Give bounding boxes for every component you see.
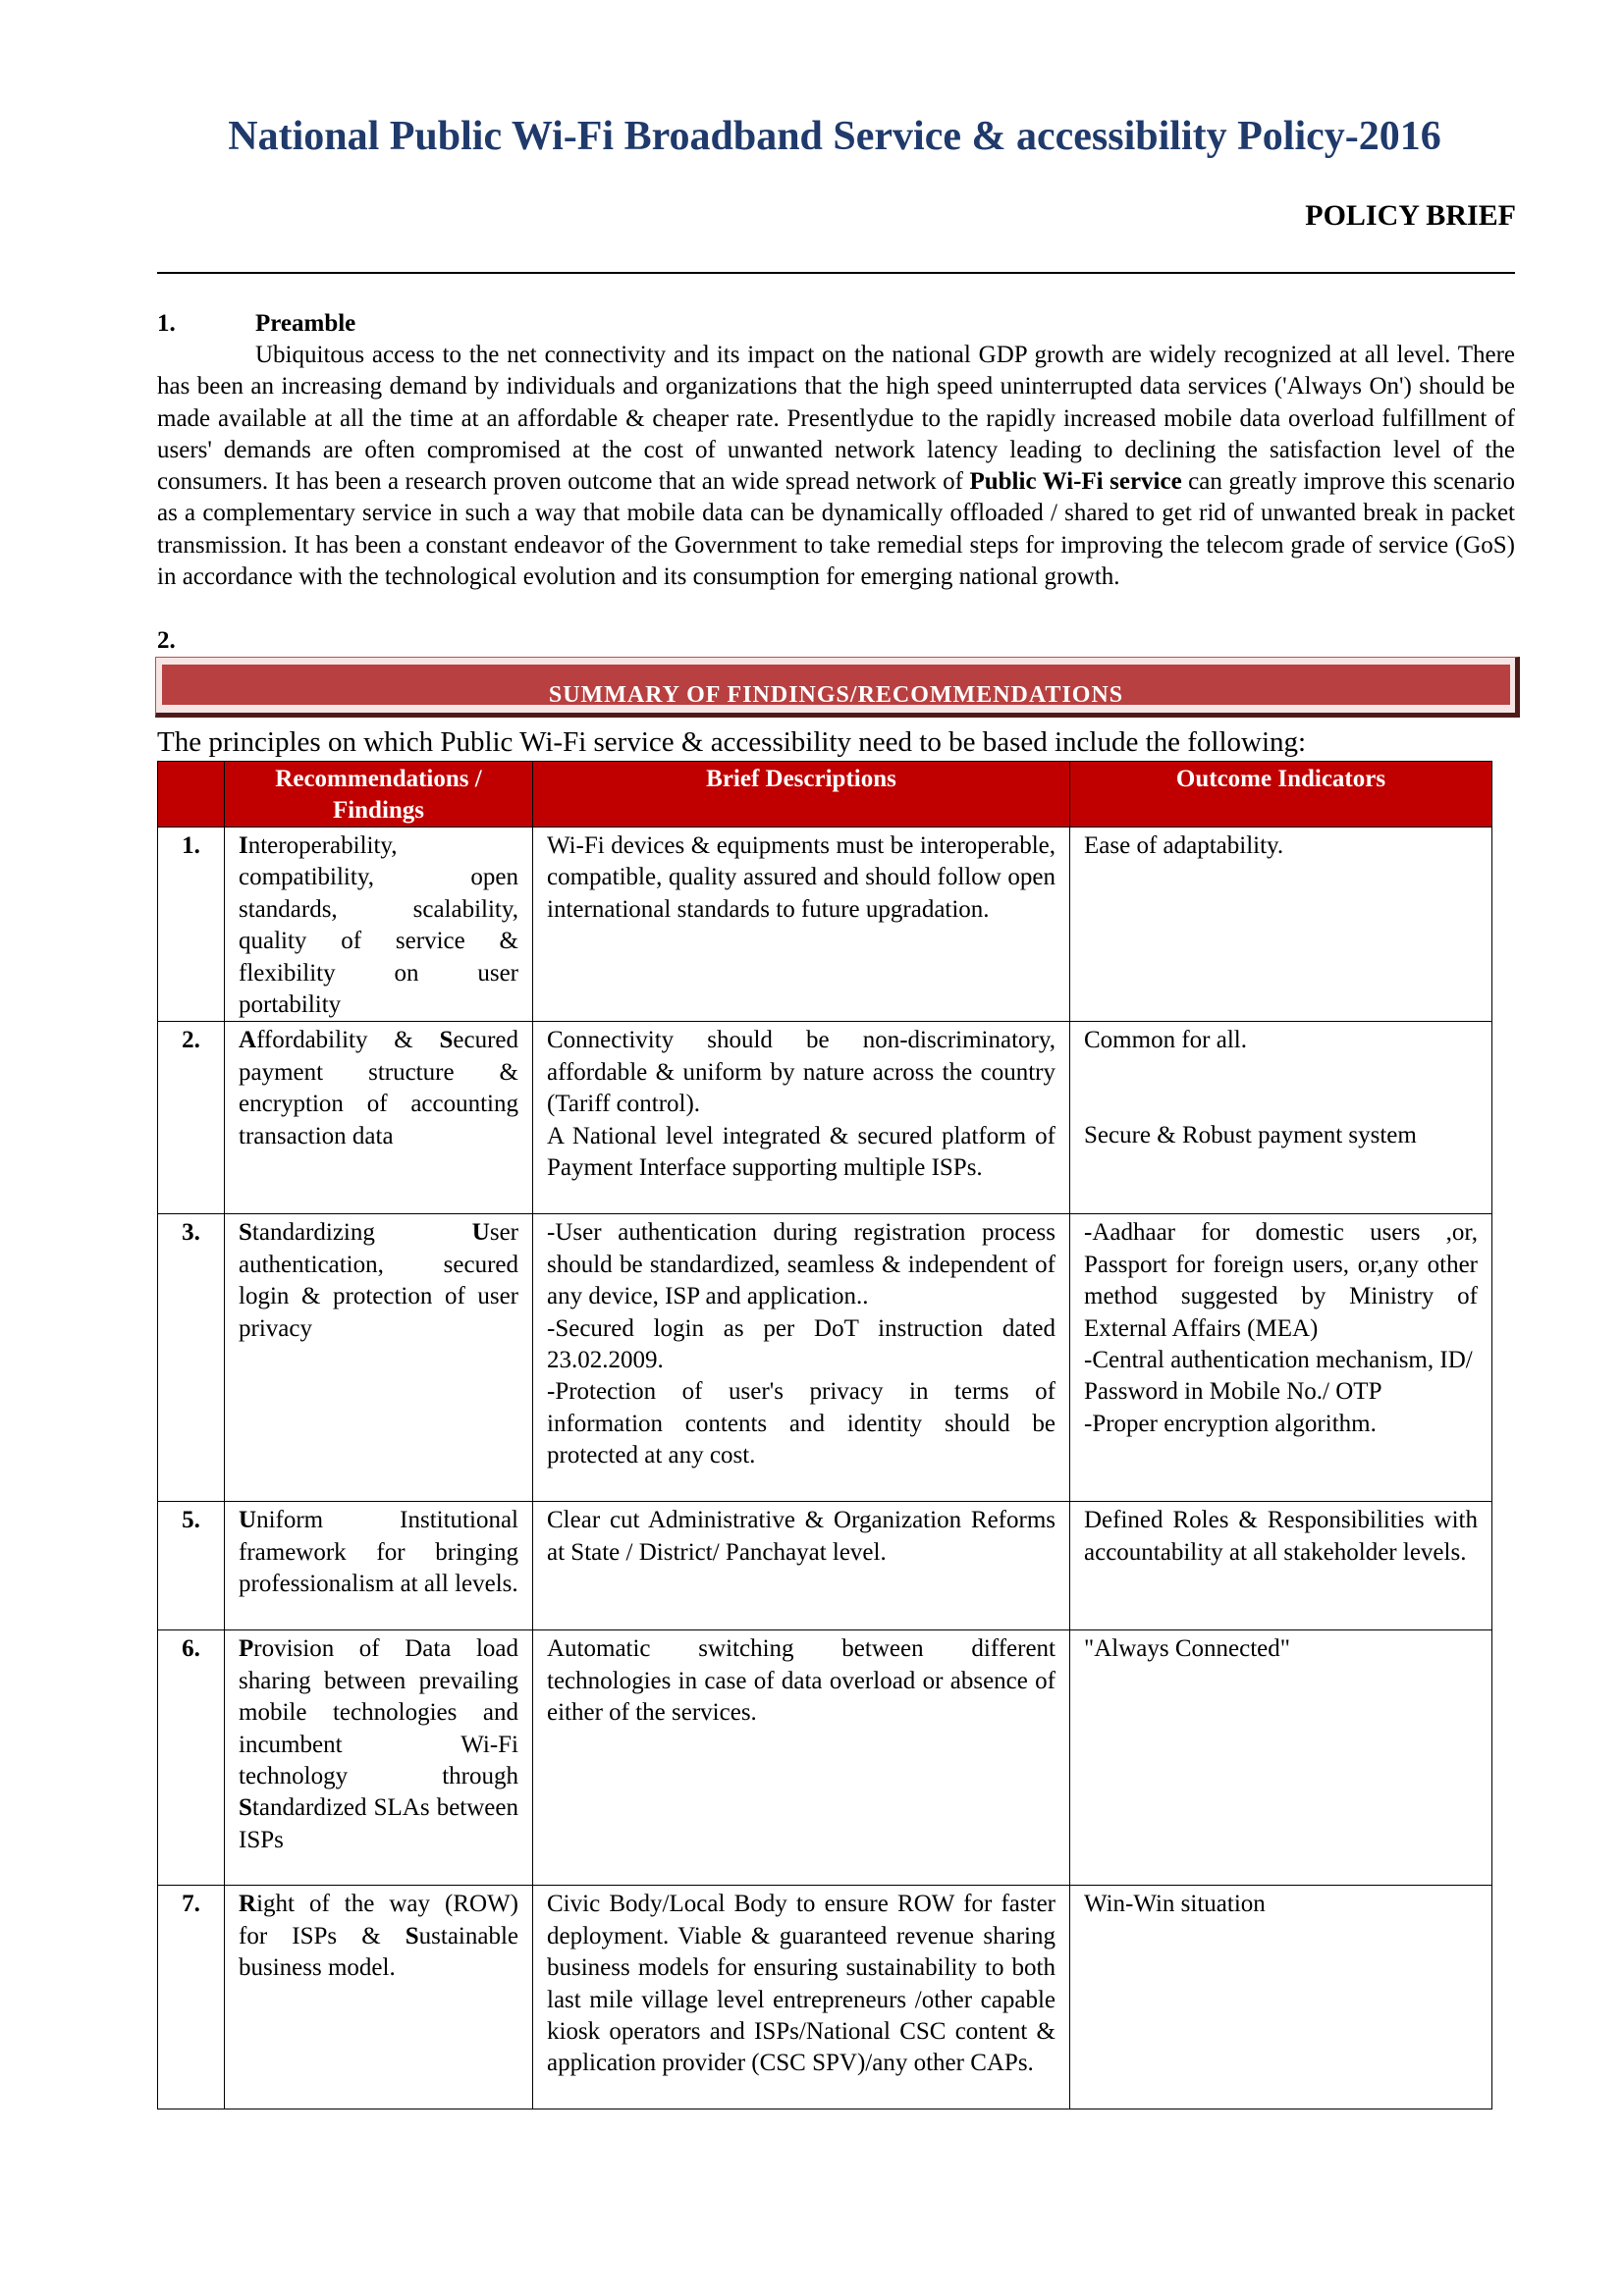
- description-cell: Civic Body/Local Body to ensure ROW for faster deployment. Viable & guaranteed revenue sharing business models for ensuring sustainability to both last mile village level entrepreneurs /other capable kiosk operators and ISPs/National CSC content & application provider (CSC SPV)/any other CAPs.: [533, 1886, 1070, 2109]
- rec-initial: P: [239, 1635, 254, 1663]
- recommendation-cell: [225, 1502, 533, 1630]
- outcome-line: Secure & Robust payment system: [1084, 1121, 1417, 1148]
- description-line: -Secured login as per DoT instruction dated 23.02.2009.: [547, 1314, 1056, 1374]
- rec-initial: I: [239, 832, 248, 859]
- table-row: [158, 1214, 1492, 1502]
- rec-text-2: ustainable business model.: [239, 1922, 518, 1982]
- description-line: -User authentication during registration process should be standardized, seamless & independent of any device, ISP and application..: [547, 1219, 1056, 1310]
- rec-initial: U: [239, 1507, 257, 1534]
- row-number: 7.: [158, 1886, 225, 2109]
- preamble-text-1: Ubiquitous access to the net connectivity and its impact on the national GDP growth are widely recognized at all level. There has been an increasing demand by individuals and organizations that the high speed uninterrupted data services ('Always On') should be made available at all the time at an affordable & cheaper rate. Presentlydue to the rapidly increased mobile data overload fulfillment of users' demands are often compromised at the cost of unwanted network latency leading to declining the satisfaction level of the consumers. It has been a research proven outcome that an wide spread network of: [157, 342, 1515, 496]
- recommendation-cell: [225, 1214, 533, 1502]
- row-number: 6.: [158, 1630, 225, 1886]
- description-cell: [533, 1022, 1070, 1214]
- row-number: 5.: [158, 1502, 225, 1630]
- table-row: [158, 1630, 1492, 1886]
- rec-initial-2: S: [439, 1027, 454, 1054]
- policy-brief-label: POLICY BRIEF: [1305, 199, 1516, 232]
- row-number: 2.: [158, 1022, 225, 1214]
- recommendation-cell: [225, 828, 533, 1022]
- rec-initial-2: S: [239, 1794, 252, 1822]
- principles-intro: The principles on which Public Wi-Fi service & accessibility need to be based include the following:: [157, 726, 1307, 758]
- outcome-cell: Defined Roles & Responsibilities with accountability at all stakeholder levels.: [1070, 1502, 1492, 1630]
- description-cell: Wi-Fi devices & equipments must be interoperable, compatible, quality assured and should follow open international standards to future upgradation.: [533, 828, 1070, 1022]
- rec-text: ight of the way (ROW) for ISPs &: [239, 1891, 518, 1949]
- description-line: A National level integrated & secured platform of Payment Interface supporting multiple ISPs.: [547, 1122, 1056, 1182]
- section-2-number: 2.: [157, 627, 176, 654]
- summary-banner: [155, 657, 1520, 718]
- rec-text: ffordability &: [256, 1027, 440, 1054]
- table-row: [158, 828, 1492, 1022]
- summary-banner-bar: [162, 665, 1510, 705]
- rec-text: tandardizing: [251, 1219, 472, 1247]
- rec-text: rovision of Data load sharing between prevailing mobile technologies and incumbent Wi-Fi technology through: [239, 1635, 518, 1790]
- outcome-line: Common for all.: [1084, 1027, 1247, 1054]
- findings-table: [157, 761, 1492, 2109]
- outcome-line: Password in Mobile No./ OTP: [1084, 1378, 1382, 1406]
- outcome-cell: [1070, 1022, 1492, 1214]
- rec-text-2: tandardized SLAs between ISPs: [239, 1794, 518, 1853]
- outcome-cell: [1070, 1214, 1492, 1502]
- description-cell: Automatic switching between different technologies in case of data overload or absence of either of the services.: [533, 1630, 1070, 1886]
- preamble-bold-phrase: Public Wi-Fi service: [969, 468, 1182, 496]
- outcome-line: -Aadhaar for domestic users ,or, Passport for foreign users, or,any other method suggested by Ministry of External Affairs (MEA): [1084, 1219, 1478, 1342]
- header-number: [158, 762, 225, 828]
- recommendation-cell: [225, 1630, 533, 1886]
- description-line: -Protection of user's privacy in terms of information contents and identity should be protected at any cost.: [547, 1378, 1056, 1469]
- rec-initial-2: S: [405, 1922, 419, 1949]
- description-line: Connectivity should be non-discriminatory, affordable & uniform by nature across the country (Tariff control).: [547, 1027, 1056, 1118]
- header-descriptions: Brief Descriptions: [533, 762, 1070, 828]
- description-cell: [533, 1214, 1070, 1502]
- preamble-paragraph: [157, 340, 1515, 593]
- spacer: [1084, 1057, 1478, 1120]
- table-header-row: [158, 762, 1492, 828]
- rec-initial-2: U: [471, 1219, 490, 1247]
- row-number: 3.: [158, 1214, 225, 1502]
- description-cell: Clear cut Administrative & Organization Reforms at State / District/ Panchayat level.: [533, 1502, 1070, 1630]
- section-1-number: 1.: [157, 310, 176, 337]
- summary-banner-text: SUMMARY OF FINDINGS/RECOMMENDATIONS: [548, 682, 1124, 705]
- table-row: [158, 1886, 1492, 2109]
- rec-text: nteroperability, compatibility, open standards, scalability, quality of service & flexibility on user portability: [239, 832, 518, 1019]
- header-recommendations: Recommendations / Findings: [225, 762, 533, 828]
- recommendation-cell: [225, 1022, 533, 1214]
- horizontal-rule: [157, 272, 1515, 274]
- row-number: 1.: [158, 828, 225, 1022]
- header-outcomes: Outcome Indicators: [1070, 762, 1492, 828]
- outcome-cell: Win-Win situation: [1070, 1886, 1492, 2109]
- recommendation-cell: [225, 1886, 533, 2109]
- outcome-cell: "Always Connected": [1070, 1630, 1492, 1886]
- rec-initial: A: [239, 1027, 257, 1054]
- outcome-cell: Ease of adaptability.: [1070, 828, 1492, 1022]
- outcome-line: -Central authentication mechanism, ID/: [1084, 1347, 1473, 1374]
- rec-initial: R: [239, 1891, 257, 1918]
- document-title: National Public Wi-Fi Broadband Service & accessibility Policy-2016: [228, 114, 1441, 159]
- rec-text-2: ser authentication, secured login & protection of user privacy: [239, 1219, 518, 1342]
- table-row: [158, 1502, 1492, 1630]
- outcome-line: -Proper encryption algorithm.: [1084, 1410, 1377, 1437]
- rec-text-2: ecured payment structure & encryption of accounting transaction data: [239, 1027, 518, 1149]
- rec-initial: S: [239, 1219, 252, 1247]
- section-1-heading: Preamble: [255, 310, 356, 337]
- table-row: [158, 1022, 1492, 1214]
- rec-text: niform Institutional framework for bringing professionalism at all levels.: [239, 1507, 518, 1598]
- preamble-text-2: can greatly improve this scenario as a complementary service in such a way that mobile data can be dynamically offloaded / shared to get rid of unwanted break in packet transmission. It has been a constant endeavor of the Government to take remedial steps for improving the telecom grade of service (GoS) in accordance with the technological evolution and its consumption for emerging national growth.: [157, 468, 1516, 591]
